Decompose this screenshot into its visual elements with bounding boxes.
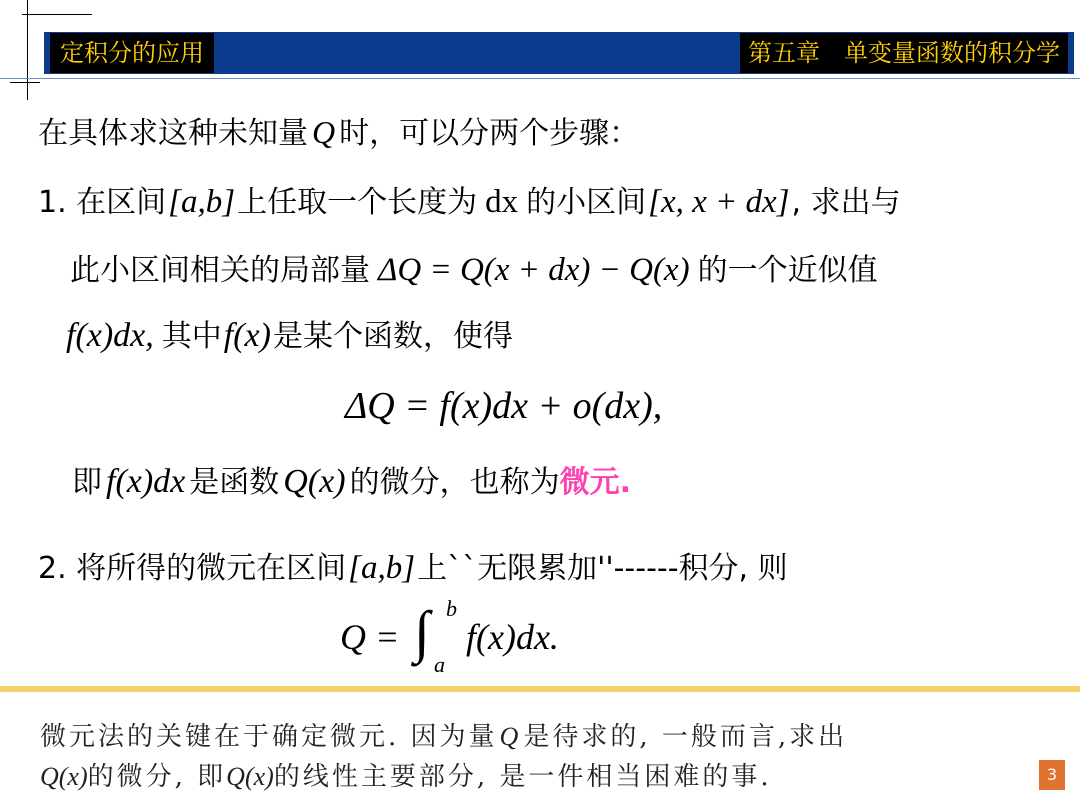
- step1-line1: [38, 182, 901, 223]
- integral-lhs: Q =: [340, 617, 400, 657]
- corner-line-bottom: [10, 82, 40, 83]
- ji-text-3: 的微分，也称为: [349, 465, 560, 500]
- formula-delta-q: ΔQ = f(x)dx + o(dx),: [345, 385, 663, 427]
- step1-text-4: , 求出与: [791, 185, 901, 220]
- step2-text: 2. 将所得的微元在区间: [38, 551, 347, 586]
- note-text: 微元法的关键在于确定微元. 因为量: [40, 722, 498, 752]
- step2-line: [38, 548, 788, 589]
- separator-line: [0, 686, 1080, 692]
- note-text-4: 的线性主要部分, 是一件相当困难的事.: [273, 762, 772, 792]
- intro-text-2: 时，可以分两个步骤：: [339, 116, 640, 151]
- step1-text: 1. 在区间: [38, 185, 167, 220]
- corner-line-vertical: [27, 0, 28, 100]
- step1-text-2: 上任取一个长度为: [237, 185, 478, 220]
- fx: f(x): [223, 317, 271, 354]
- note-line2: [40, 756, 772, 793]
- ji-text: 即: [72, 465, 102, 500]
- header-underline: [0, 78, 1080, 79]
- integral-lower: a: [434, 652, 445, 677]
- fx-dx-2: f(x)dx: [106, 463, 186, 500]
- step2-text-2: 上``无限累加''------积分, 则: [417, 551, 788, 586]
- step1-line3-text: 其中: [161, 319, 222, 354]
- corner-line-top: [22, 14, 92, 15]
- interval-ab-2: [a,b]: [348, 550, 416, 586]
- weiyuan-highlight: 微元.: [559, 465, 631, 500]
- step1-line2: [70, 250, 878, 291]
- small-interval: [x, x + dx]: [648, 184, 790, 220]
- qx: Q(x): [283, 463, 346, 500]
- delta-q-formula: ΔQ = Q(x + dx) − Q(x): [378, 252, 690, 288]
- integral-sign-icon: ∫: [414, 599, 430, 664]
- note-qx: Q(x): [40, 762, 88, 791]
- var-q: Q: [312, 114, 336, 150]
- intro-text: 在具体求这种未知量: [38, 116, 308, 151]
- note-line1: [40, 716, 847, 753]
- step1-line3-text-2: 是某个函数，使得: [272, 319, 513, 354]
- integral-upper: b: [446, 596, 457, 621]
- interval-ab: [a,b]: [168, 184, 236, 220]
- integral-rhs: f(x)dx.: [466, 617, 559, 657]
- step1-line3: [66, 316, 513, 357]
- formula-integral: [340, 596, 640, 680]
- note-text-2: 是待求的, 一般而言,求出: [523, 722, 848, 752]
- note-text-3: 的微分, 即: [87, 762, 227, 792]
- note-qx-2: Q(x): [226, 762, 274, 791]
- differential-line: [72, 462, 631, 503]
- intro-line: [38, 112, 639, 154]
- step1-line2-text: 此小区间相关的局部量: [70, 253, 370, 288]
- step1-line2-text-2: 的一个近似值: [697, 253, 878, 288]
- ji-text-2: 是函数: [189, 465, 280, 500]
- dx-symbol: dx: [485, 184, 519, 220]
- fx-dx: f(x)dx,: [66, 317, 154, 354]
- chapter-title: 第五章 单变量函数的积分学: [740, 33, 1068, 73]
- page-number: 3: [1039, 760, 1065, 790]
- note-q: Q: [499, 722, 522, 751]
- step1-text-3: 的小区间: [526, 185, 647, 220]
- section-title: 定积分的应用: [50, 33, 214, 73]
